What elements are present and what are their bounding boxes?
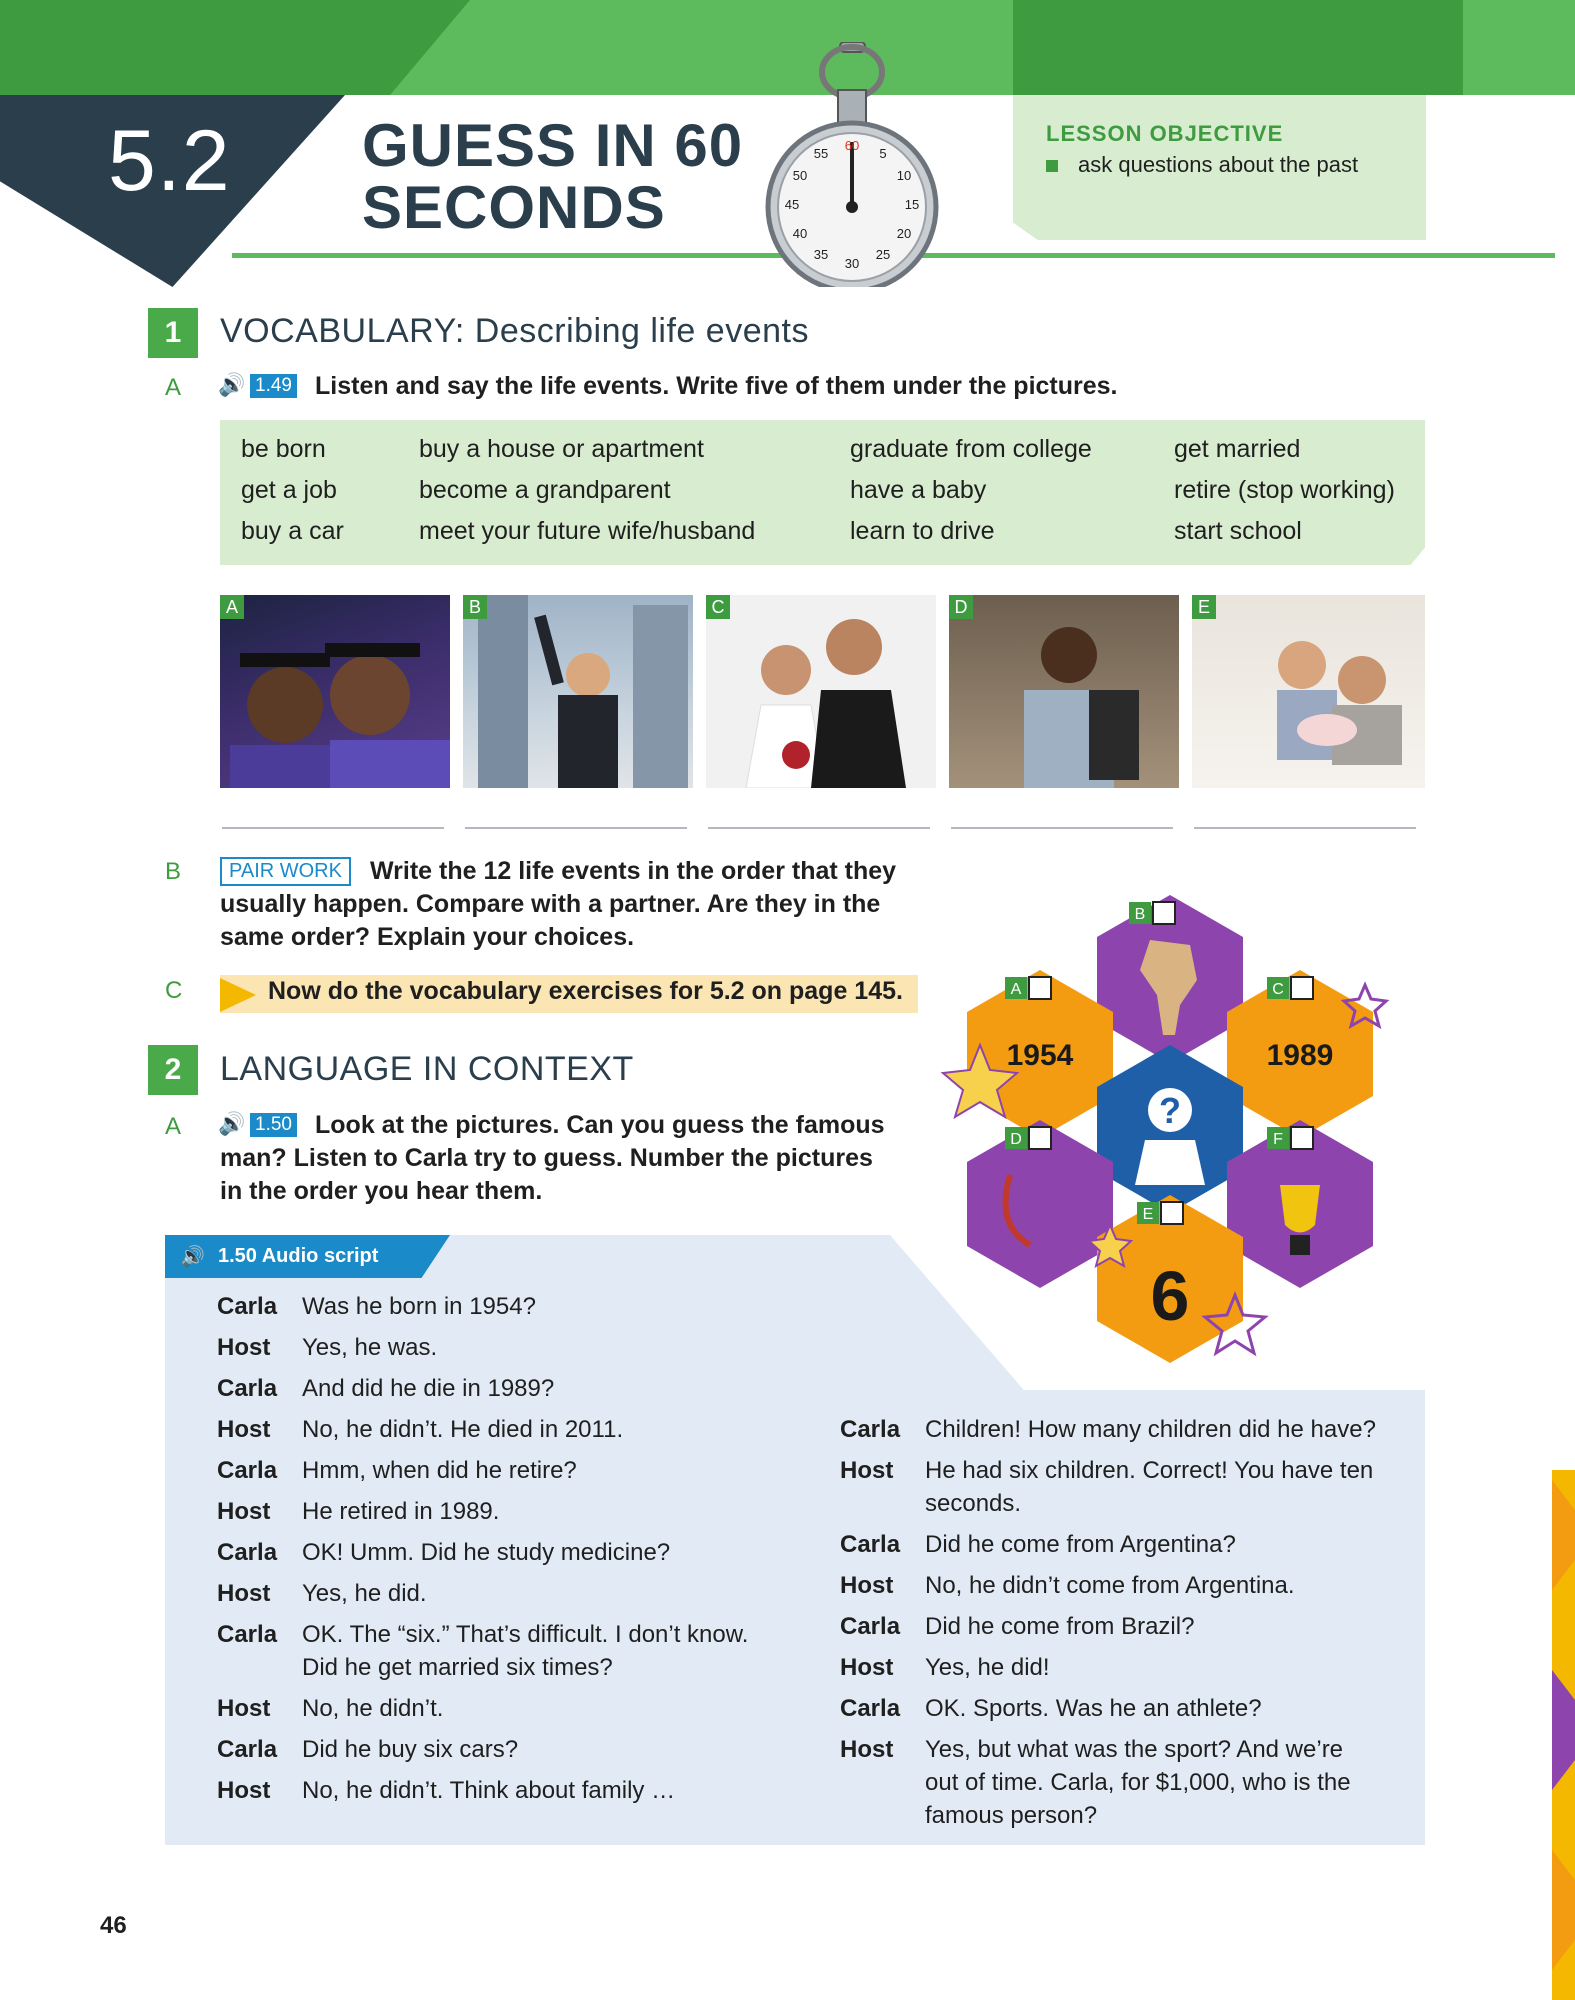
vocab-item: have a baby	[850, 476, 987, 504]
school-illustration	[949, 595, 1179, 788]
line-text: Was he born in 1954?	[302, 1293, 536, 1320]
stopwatch-num-40: 40	[792, 226, 808, 241]
exercise-1b-instruction-line-1: Write the 12 life events in the order that they	[370, 857, 897, 885]
exercise-1a-instruction: Listen and say the life events. Write five of them under the pictures.	[315, 372, 1118, 400]
speaker-name: Carla	[217, 1621, 278, 1648]
vocab-column-4	[1174, 435, 1395, 558]
speaker-name: Host	[217, 1695, 271, 1722]
hex-center-question: ?	[1159, 1090, 1181, 1131]
stopwatch-num-55: 55	[813, 146, 829, 161]
stopwatch-image	[760, 42, 945, 287]
stopwatch-num-60: 60	[844, 138, 860, 153]
vocab-item: retire (stop working)	[1174, 476, 1395, 504]
answer-line-b[interactable]	[465, 827, 687, 829]
stopwatch-num-5: 5	[879, 146, 887, 161]
stopwatch-num-30: 30	[844, 256, 860, 271]
line-text: seconds.	[925, 1490, 1022, 1517]
track-number-1-50[interactable]: 1.50	[250, 1113, 297, 1137]
hex-puzzle	[935, 895, 1405, 1375]
line-text: No, he didn’t.	[302, 1695, 444, 1722]
stopwatch-num-45: 45	[784, 197, 800, 212]
script-left-column	[217, 1290, 797, 1830]
line-text: OK! Umm. Did he study medicine?	[302, 1539, 671, 1566]
section-1-number: 1	[148, 308, 198, 358]
speaker-name: Carla	[840, 1531, 901, 1558]
checkbox-c[interactable]	[1291, 977, 1313, 999]
stopwatch-num-50: 50	[792, 168, 808, 183]
speaker-name: Host	[840, 1654, 894, 1681]
speaker-name: Host	[840, 1457, 894, 1484]
line-text: No, he didn’t. He died in 2011.	[302, 1416, 624, 1443]
header-band-right	[1013, 0, 1463, 95]
exercise-2a-letter: A	[165, 1113, 182, 1140]
speaker-name: Host	[217, 1334, 271, 1361]
page-title	[362, 112, 744, 241]
vocab-column-3	[850, 435, 1092, 558]
vocab-item: meet your future wife/husband	[419, 517, 756, 545]
header-band-dark	[0, 0, 470, 95]
vocab-column-1	[241, 435, 344, 558]
photo-wedding	[706, 595, 936, 788]
speaker-name: Carla	[217, 1375, 278, 1402]
hex-a-year: 1954	[1006, 1039, 1074, 1072]
exercise-1c-letter: C	[165, 977, 183, 1004]
answer-line-d[interactable]	[951, 827, 1173, 829]
speaker-name: Carla	[217, 1293, 278, 1320]
vocab-item: get a job	[241, 476, 337, 504]
line-text: No, he didn’t. Think about family …	[302, 1777, 676, 1804]
photo-new-job	[463, 595, 693, 788]
hex-label-c: C	[1272, 981, 1284, 998]
line-text: Did he buy six cars?	[302, 1736, 519, 1763]
trophy-icon	[1280, 1185, 1320, 1233]
speaker-icon[interactable]: 🔊	[180, 1246, 205, 1268]
person-body	[1135, 1140, 1205, 1185]
vocab-column-2	[419, 435, 755, 558]
checkbox-f[interactable]	[1291, 1127, 1313, 1149]
line-text: And did he die in 1989?	[302, 1375, 555, 1402]
exercise-1c-instruction: Now do the vocabulary exercises for 5.2 on page 145.	[268, 977, 903, 1005]
track-number-1-49[interactable]: 1.49	[250, 374, 297, 398]
vocab-item: graduate from college	[850, 435, 1092, 463]
objective-bullet	[1046, 160, 1058, 172]
line-text: Yes, he was.	[302, 1334, 438, 1361]
line-text: Yes, he did!	[925, 1654, 1050, 1681]
baby-illustration	[1192, 595, 1425, 788]
play-arrow-icon	[220, 978, 256, 1012]
speaker-name: Carla	[840, 1613, 901, 1640]
line-text: Hmm, when did he retire?	[302, 1457, 577, 1484]
hex-label-e: E	[1142, 1206, 1154, 1223]
section-2-title: LANGUAGE IN CONTEXT	[220, 1050, 634, 1088]
speaker-name: Carla	[217, 1539, 278, 1566]
line-text: Yes, he did.	[302, 1580, 427, 1607]
line-text: OK. Sports. Was he an athlete?	[925, 1695, 1262, 1722]
trophy-base	[1290, 1235, 1310, 1255]
line-text: famous person?	[925, 1802, 1098, 1829]
section-2-number: 2	[148, 1045, 198, 1095]
speaker-icon[interactable]: 🔊	[218, 372, 246, 397]
hex-label-d: D	[1010, 1131, 1022, 1148]
answer-line-e[interactable]	[1194, 827, 1416, 829]
line-text: No, he didn’t come from Argentina.	[925, 1572, 1295, 1599]
new-job-illustration	[463, 595, 693, 788]
speaker-name: Carla	[840, 1695, 901, 1722]
line-text: Did he come from Argentina?	[925, 1531, 1236, 1558]
exercise-1a-letter: A	[165, 374, 182, 401]
exercise-1b-instruction-line-3: same order? Explain your choices.	[220, 923, 635, 951]
photo-new-baby	[1192, 595, 1425, 788]
exercise-1b-letter: B	[165, 858, 182, 885]
speaker-name: Carla	[840, 1416, 901, 1443]
line-text: He had six children. Correct! You have ten	[925, 1457, 1374, 1484]
speaker-name: Host	[840, 1572, 894, 1599]
section-1-title: VOCABULARY: Describing life events	[220, 312, 809, 350]
speaker-name: Carla	[217, 1736, 278, 1763]
checkbox-e[interactable]	[1161, 1202, 1183, 1224]
hex-label-a: A	[1010, 981, 1022, 998]
vocab-item: start school	[1174, 517, 1302, 545]
line-text: Did he come from Brazil?	[925, 1613, 1195, 1640]
pair-work-tag: PAIR WORK	[220, 857, 351, 886]
vocab-item: become a grandparent	[419, 476, 671, 504]
photo-label-a: A	[220, 595, 244, 619]
photo-start-school	[949, 595, 1179, 788]
side-hex-pattern	[1552, 1470, 1575, 2000]
hex-c-year: 1989	[1266, 1039, 1334, 1072]
speaker-name: Host	[217, 1498, 271, 1525]
graduation-illustration	[220, 595, 450, 788]
script-right-column	[840, 1413, 1410, 1833]
wedding-illustration	[706, 595, 936, 788]
speaker-name: Host	[840, 1736, 894, 1763]
speaker-name: Host	[217, 1580, 271, 1607]
title-line-1: GUESS IN 60	[362, 112, 744, 179]
answer-line-c[interactable]	[708, 827, 930, 829]
line-text: He retired in 1989.	[302, 1498, 500, 1525]
vocab-item: buy a car	[241, 517, 344, 545]
speaker-name: Host	[217, 1416, 271, 1443]
audio-script-title: 1.50 Audio script	[218, 1245, 379, 1267]
line-text: OK. The “six.” That’s difficult. I don’t know.	[302, 1621, 749, 1648]
photo-label-e: E	[1192, 595, 1216, 619]
stopwatch-num-25: 25	[875, 247, 891, 262]
photo-graduation	[220, 595, 450, 788]
hex-e-number: 6	[1150, 1257, 1190, 1335]
vocab-item: buy a house or apartment	[419, 435, 704, 463]
speaker-name: Carla	[217, 1457, 278, 1484]
exercise-2a-instruction-line-3: in the order you hear them.	[220, 1177, 543, 1205]
vocab-item: learn to drive	[850, 517, 995, 545]
line-text: Children! How many children did he have?	[925, 1416, 1376, 1443]
line-text: Did he get married six times?	[302, 1654, 613, 1681]
stopwatch-num-20: 20	[896, 226, 912, 241]
hex-label-b: B	[1134, 906, 1146, 923]
line-text: Yes, but what was the sport? And we’re	[925, 1736, 1344, 1763]
exercise-1b-instruction-line-2: usually happen. Compare with a partner. Are they in the	[220, 890, 881, 918]
hex-label-f: F	[1273, 1131, 1283, 1148]
stopwatch-num-15: 15	[904, 197, 920, 212]
stopwatch-num-10: 10	[896, 168, 912, 183]
vocab-item: be born	[241, 435, 326, 463]
photo-label-c: C	[706, 595, 730, 619]
photo-label-d: D	[949, 595, 973, 619]
checkbox-a[interactable]	[1029, 977, 1051, 999]
objective-text: ask questions about the past	[1078, 152, 1359, 177]
exercise-2a-instruction-line-2: man? Listen to Carla try to guess. Number the pictures	[220, 1144, 873, 1172]
title-line-2: SECONDS	[362, 174, 666, 241]
exercise-2a-instruction-line-1: Look at the pictures. Can you guess the famous	[315, 1111, 885, 1139]
photo-label-b: B	[463, 595, 487, 619]
speaker-icon[interactable]: 🔊	[218, 1111, 246, 1136]
speaker-name: Host	[217, 1777, 271, 1804]
line-text: out of time. Carla, for $1,000, who is the	[925, 1769, 1351, 1796]
objective-title: LESSON OBJECTIVE	[1046, 121, 1284, 146]
page-number: 46	[100, 1912, 127, 1939]
checkbox-b[interactable]	[1153, 902, 1175, 924]
checkbox-d[interactable]	[1029, 1127, 1051, 1149]
vocab-item: get married	[1174, 435, 1301, 463]
lesson-number: 5.2	[108, 113, 231, 209]
answer-line-a[interactable]	[222, 827, 444, 829]
stopwatch-num-35: 35	[813, 247, 829, 262]
